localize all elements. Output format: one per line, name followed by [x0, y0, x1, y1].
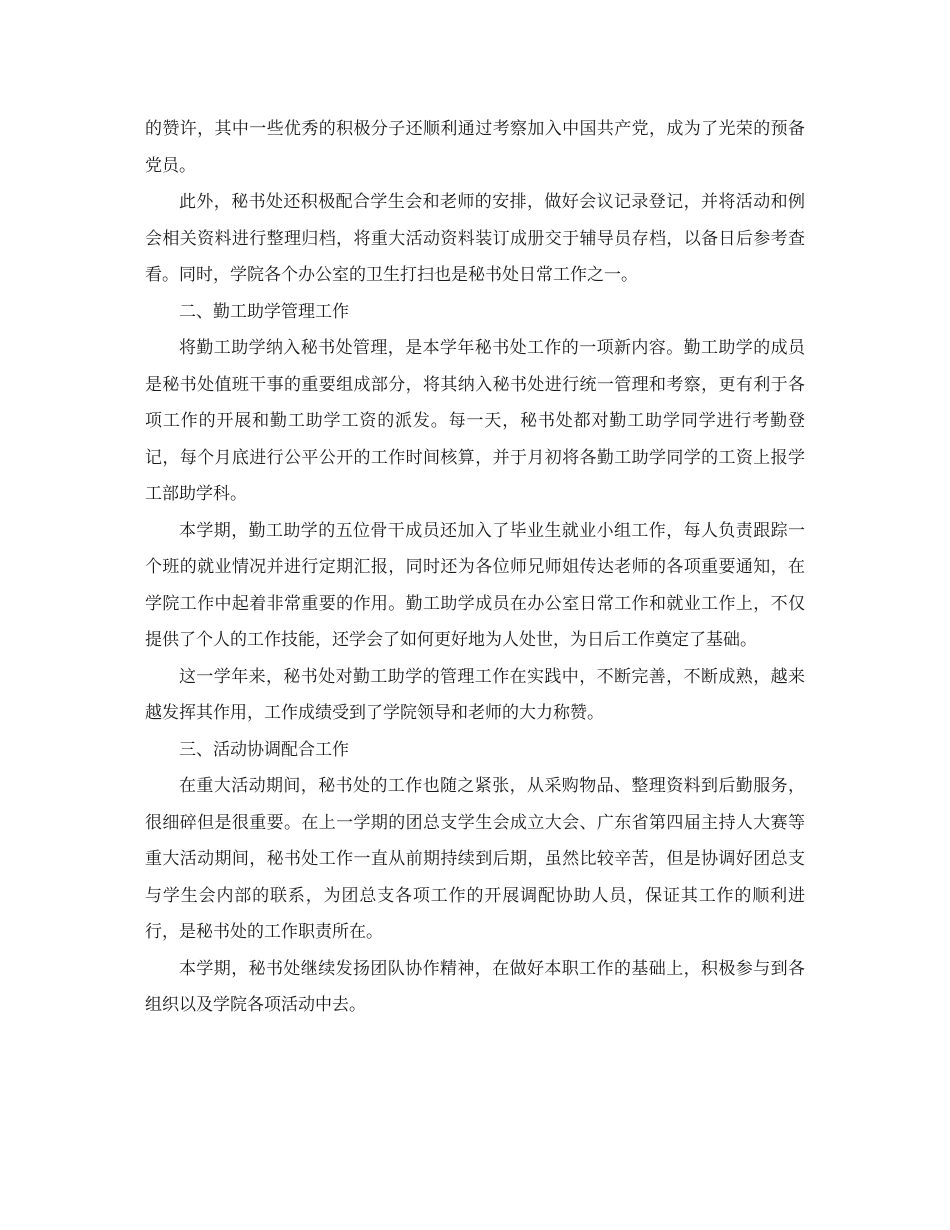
section-heading-coordination: 三、活动协调配合工作: [179, 739, 349, 760]
paragraph-secretariat-archiving: 此外，秘书处还积极配合学生会和老师的安排，做好会议记录登记，并将活动和例会相关资料进行整理归档，将重大活动资料装订成册交于辅导员存档，以备日后参考查看。同时，学院各个办公室的卫生打扫也是秘书处日常工作之一。: [145, 192, 805, 285]
paragraph-work-study-employment: 本学期，勤工助学的五位骨干成员还加入了毕业生就业小组工作，每人负责跟踪一个班的就业情况并进行定期汇报，同时还为各位师兄师姐传达老师的各项重要通知，在学院工作中起着非常重要的作用。勤工助学成员在办公室日常工作和就业工作上，不仅提供了个人的工作技能，还学会了如何更好地为人处世，为日后工作奠定了基础。: [145, 520, 805, 650]
paragraph-work-study-management: 将勤工助学纳入秘书处管理，是本学年秘书处工作的一项新内容。勤工助学的成员是秘书处值班干事的重要组成部分，将其纳入秘书处进行统一管理和考察，更有利于各项工作的开展和勤工助学工资的派发。每一天，秘书处都对勤工助学同学进行考勤登记，每个月底进行公平公开的工作时间核算，并于月初将各勤工助学同学的工资上报学工部助学科。: [145, 338, 805, 504]
paragraph-continuation: 的赞许，其中一些优秀的积极分子还顺利通过考察加入中国共产党，成为了光荣的预备党员。: [145, 119, 805, 176]
document-body: [145, 111, 805, 1024]
paragraph-coordination-teamwork: 本学期，秘书处继续发扬团队协作精神，在做好本职工作的基础上，积极参与到各组织以及学院各项活动中去。: [145, 958, 805, 1015]
paragraph-coordination-events: 在重大活动期间，秘书处的工作也随之紧张，从采购物品、整理资料到后勤服务，很细碎但是很重要。在上一学期的团总支学生会成立大会、广东省第四届主持人大赛等重大活动期间，秘书处工作一直从前期持续到后期，虽然比较辛苦，但是协调好团总支与学生会内部的联系，为团总支各项工作的开展调配协助人员，保证其工作的顺利进行，是秘书处的工作职责所在。: [145, 776, 805, 942]
paragraph-work-study-summary: 这一学年来，秘书处对勤工助学的管理工作在实践中，不断完善，不断成熟，越来越发挥其作用，工作成绩受到了学院领导和老师的大力称赞。: [145, 666, 805, 723]
section-heading-work-study: 二、勤工助学管理工作: [179, 301, 349, 322]
